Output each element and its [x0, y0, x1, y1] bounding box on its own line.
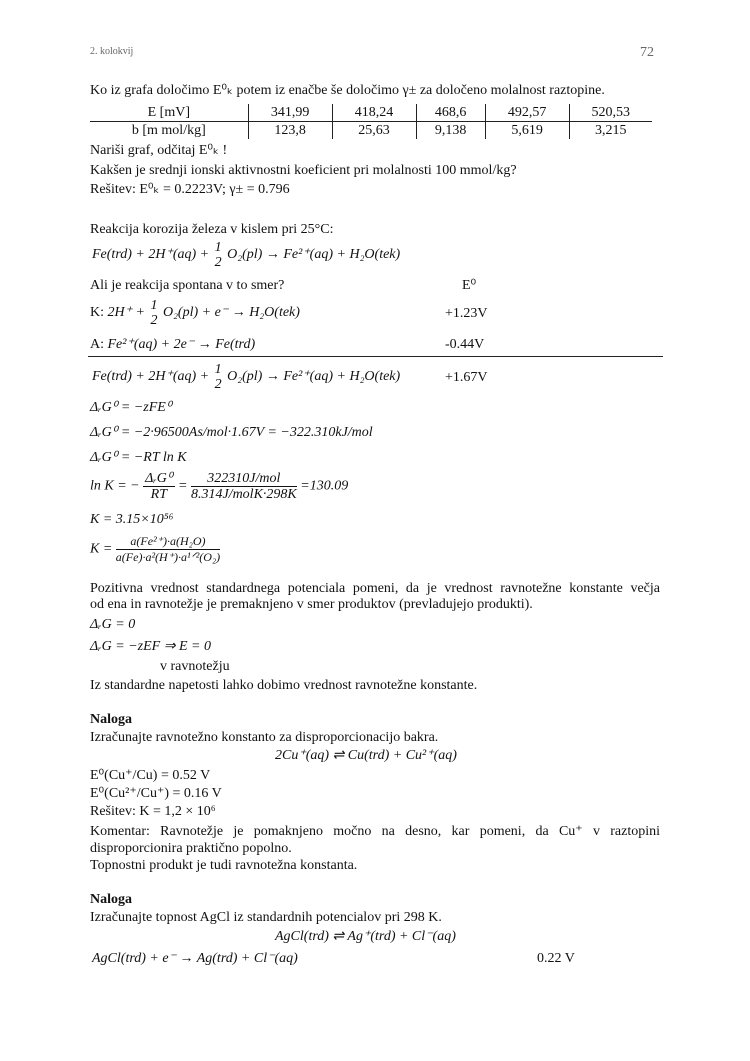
half-num: 1 [214, 362, 222, 377]
task-1-comment-line: Komentar: Ravnotežje je pomaknjeno močno na desno, kar pomeni, da Cu⁺ v raztopini [90, 824, 660, 839]
equals: = [178, 478, 188, 494]
anode-reaction [90, 337, 255, 353]
row-label: b [m mol/kg] [131, 122, 206, 138]
task-2-text: Izračunajte topnost AgCl iz standardnih potencialov pri 298 K. [90, 910, 442, 925]
task-2-potential: 0.22 V [537, 951, 575, 966]
question-coefficient: Kakšen je srednji ionski aktivnostni koeficient pri molalnosti 100 mmol/kg? [90, 163, 517, 178]
spontaneity-question: Ali je reakcija spontana v to smer? [90, 278, 285, 293]
task-1-text: Izračunajte ravnotežno konstanto za disproporcionacijo bakra. [90, 730, 439, 745]
sum-divider [88, 356, 663, 357]
cell: 520,53 [569, 104, 652, 122]
cathode-label: K: [90, 305, 104, 321]
gibbs-eq-3: ΔᵣG⁰ = −RT ln K [90, 450, 187, 465]
cell: 341,99 [248, 104, 332, 122]
e0-heading: E⁰ [462, 278, 477, 293]
frac-num: ΔᵣG⁰ [145, 471, 173, 486]
eq-right: O₂(pl) + e⁻ → H₂O(tek) [162, 305, 300, 321]
page-number: 72 [640, 45, 654, 60]
half-den: 2 [214, 255, 222, 270]
cell: 123,8 [248, 122, 332, 140]
gibbs-zef: ΔᵣG = −zEF ⇒ E = 0 [90, 639, 211, 654]
task-1-comment-line: disproporcionira praktično popolno. [90, 841, 292, 856]
row-label: E [mV] [90, 104, 248, 122]
cell: 25,63 [332, 122, 416, 140]
table-row [90, 104, 652, 122]
frac-num: 322310J/mol [191, 471, 297, 487]
lnK-left: ln K = − [90, 478, 140, 494]
running-header: 2. kolokvij [90, 46, 134, 57]
anode-potential: -0.44V [445, 337, 485, 352]
lnK-result: =130.09 [300, 478, 349, 494]
task-2-title [90, 892, 132, 908]
task-1-title [90, 712, 132, 728]
corrosion-title: Reakcija korozija železa v kislem pri 25°C: [90, 222, 334, 237]
cell: 468,6 [416, 104, 485, 122]
task-1-e0-1: E⁰(Cu⁺/Cu) = 0.52 V [90, 768, 211, 783]
anode-label: A: [90, 337, 104, 352]
half-den: 2 [150, 313, 158, 328]
sum-reaction [92, 362, 400, 392]
eq-right: O₂(pl) → Fe²⁺(aq) + H₂O(tek) [227, 247, 401, 263]
half-num: 1 [150, 298, 158, 313]
frac-den: 8.314J/molK·298K [190, 487, 297, 502]
eq-right: O₂(pl) → Fe²⁺(aq) + H₂O(tek) [227, 369, 401, 385]
frac-den: a(Fe)·a²(H⁺)·a¹ᐟ²(O₂) [115, 550, 221, 564]
cell: 492,57 [485, 104, 569, 122]
cell: 5,619 [485, 122, 569, 140]
frac-num: a(Fe²⁺)·a(H₂O) [116, 534, 220, 550]
paragraph-line: od ena in ravnotežje je premaknjeno v smer produktov (prevladujejo produkti). [90, 597, 533, 612]
frac-den: RT [150, 487, 167, 502]
question-graph: Nariši graf, odčitaj E⁰ₖ ! [90, 143, 228, 158]
cathode-potential: +1.23V [445, 306, 488, 321]
task-title: Naloga [90, 892, 132, 907]
gibbs-eq-1: ΔᵣG⁰ = −zFE⁰ [90, 400, 172, 415]
eq-left: Fe(trd) + 2H⁺(aq) + [92, 247, 210, 263]
data-table [90, 104, 652, 139]
half-num: 1 [214, 240, 222, 255]
sum-potential: +1.67V [445, 370, 488, 385]
lnK-equation [90, 471, 348, 502]
cell: 3,215 [569, 122, 652, 140]
gibbs-zero: ΔᵣG = 0 [90, 617, 136, 632]
intro-text: Ko iz grafa določimo E⁰ₖ potem iz enačbe še določimo γ± za določeno molalnost raztopine. [90, 83, 605, 98]
solution-1: Rešitev: E⁰ₖ = 0.2223V; γ± = 0.796 [90, 182, 290, 197]
K-expression [90, 534, 220, 565]
task-1-e0-2: E⁰(Cu²⁺/Cu⁺) = 0.16 V [90, 786, 222, 801]
equilibrium-label: v ravnotežju [160, 659, 230, 674]
table-row [90, 122, 652, 140]
task-2-equation: AgCl(trd) ⇌ Ag⁺(trd) + Cl⁻(aq) [275, 929, 456, 944]
eq-left: Fe(trd) + 2H⁺(aq) + [92, 369, 210, 385]
task-1-solution: Rešitev: K = 1,2 × 10⁶ [90, 804, 216, 819]
task-title: Naloga [90, 712, 132, 727]
K-value: K = 3.15×10⁵⁶ [90, 512, 174, 527]
main-reaction [92, 240, 400, 270]
task-1-note: Topnostni produkt je tudi ravnotežna konstanta. [90, 858, 358, 873]
cell: 418,24 [332, 104, 416, 122]
anode-equation: Fe²⁺(aq) + 2e⁻ → Fe(trd) [107, 337, 256, 352]
cathode-reaction [90, 298, 300, 328]
half-den: 2 [214, 377, 222, 392]
paragraph-2: Iz standardne napetosti lahko dobimo vrednost ravnotežne konstante. [90, 678, 478, 693]
eq-left: 2H⁺ + [107, 305, 145, 321]
paragraph-line: Pozitivna vrednost standardnega potenciala pomeni, da je vrednost ravnotežne konstante večja [90, 581, 660, 596]
task-2-half-reaction: AgCl(trd) + e⁻ → Ag(trd) + Cl⁻(aq) [92, 951, 298, 966]
gibbs-eq-2: ΔᵣG⁰ = −2·96500As/mol·1.67V = −322.310kJ/mol [90, 425, 373, 440]
K-left: K = [90, 541, 113, 557]
cell: 9,138 [416, 122, 485, 140]
task-1-equation: 2Cu⁺(aq) ⇌ Cu(trd) + Cu²⁺(aq) [275, 748, 457, 763]
